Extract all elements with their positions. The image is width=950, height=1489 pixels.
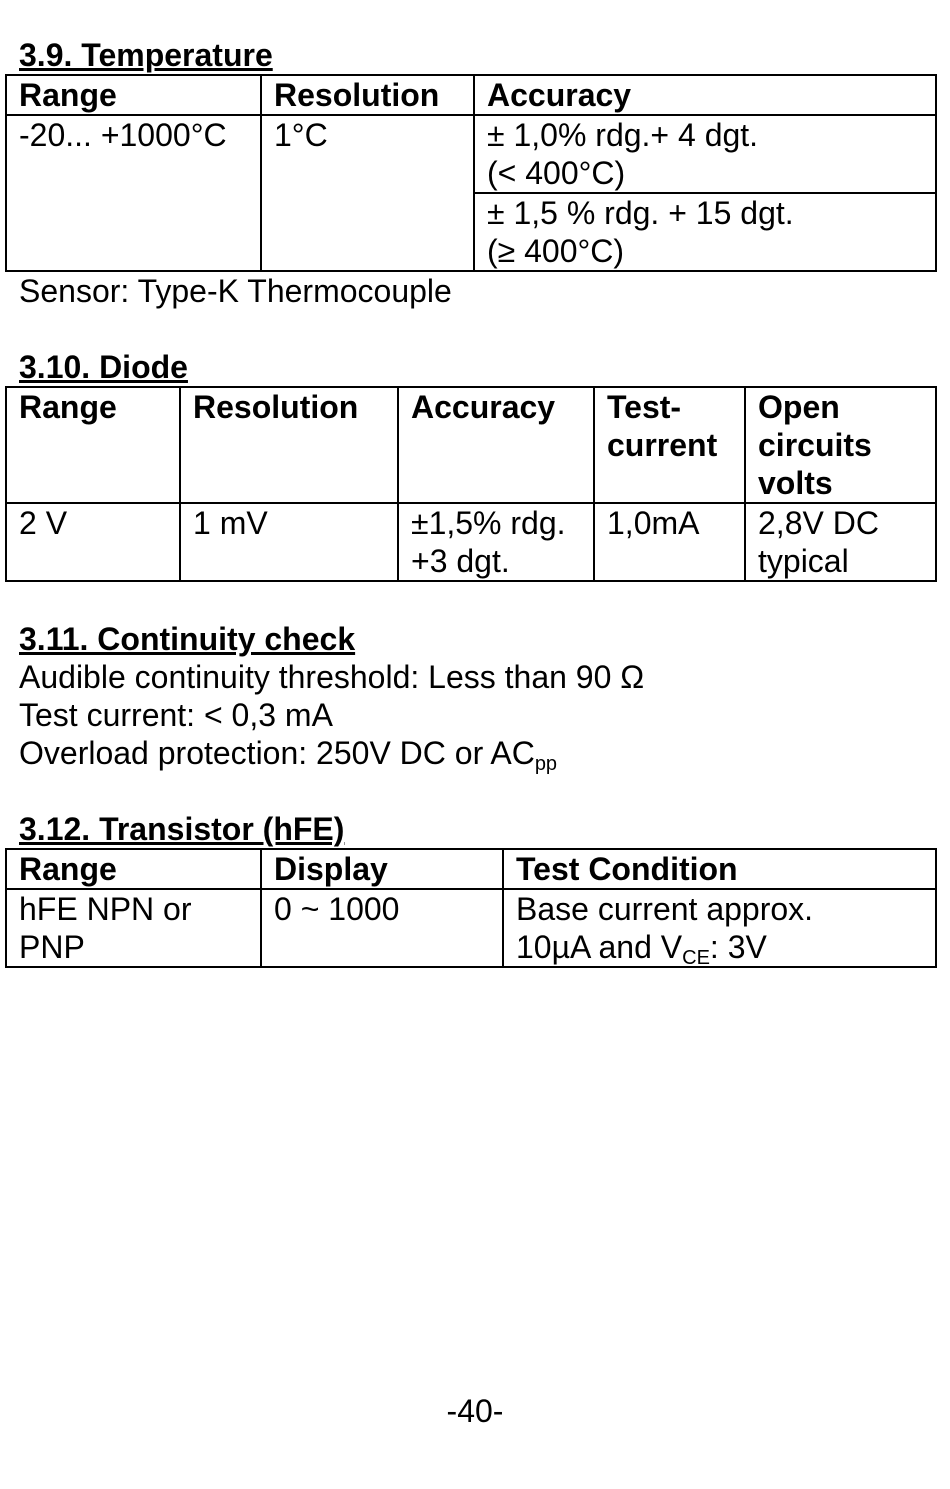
accuracy-line: +3 dgt. [411, 543, 510, 579]
condition-text: : 3V [709, 929, 767, 965]
overload-subscript: pp [534, 753, 558, 775]
table-row [6, 889, 936, 967]
header-range: Range [6, 849, 261, 889]
header-range: Range [6, 75, 261, 115]
manual-page [5, 36, 935, 968]
cell-range: -20... +1000°C [6, 115, 261, 271]
table-header-row [6, 387, 936, 503]
cell-test-current: 1,0mA [594, 503, 745, 581]
section-title-transistor: 3.12. Transistor (hFE) [19, 811, 345, 847]
cell-test-condition [503, 889, 936, 967]
cell-range [6, 889, 261, 967]
header-test-condition: Test Condition [503, 849, 936, 889]
temperature-table [5, 74, 937, 272]
section-title-diode: 3.10. Diode [19, 349, 188, 385]
cell-accuracy [398, 503, 594, 581]
header-test-current-line: Test- [607, 389, 682, 425]
open-volts-line: typical [758, 543, 849, 579]
accuracy-low-value: ± 1,0% rdg.+ 4 dgt. [487, 117, 759, 153]
condition-text: 10µA and V [516, 929, 683, 965]
cell-range: 2 V [6, 503, 180, 581]
condition-subscript: CE [682, 947, 710, 969]
header-test-current-line: current [607, 427, 718, 463]
header-open-line: circuits [758, 427, 872, 463]
condition-line: Base current approx. [516, 891, 814, 927]
header-open-line: volts [758, 465, 833, 501]
range-line: PNP [19, 929, 85, 965]
accuracy-line: ±1,5% rdg. [411, 505, 566, 541]
table-row [6, 115, 936, 193]
header-open-line: Open [758, 389, 840, 425]
sensor-note: Sensor: Type-K Thermocouple [19, 273, 452, 309]
cell-accuracy-low [474, 115, 936, 193]
header-accuracy: Accuracy [398, 387, 594, 503]
header-display: Display [261, 849, 503, 889]
page-number: -40- [446, 1393, 504, 1429]
header-open-circuit-volts [745, 387, 936, 503]
continuity-test-current: Test current: < 0,3 mA [19, 697, 333, 733]
header-accuracy: Accuracy [474, 75, 936, 115]
range-line: hFE NPN or [19, 891, 192, 927]
table-row [6, 503, 936, 581]
continuity-overload [19, 734, 935, 775]
section-title-continuity: 3.11. Continuity check [19, 621, 356, 657]
header-range: Range [6, 387, 180, 503]
section-title-temperature: 3.9. Temperature [19, 37, 273, 73]
accuracy-high-condition: (≥ 400°C) [487, 233, 625, 269]
cell-resolution: 1°C [261, 115, 474, 271]
cell-resolution: 1 mV [180, 503, 398, 581]
table-header-row [6, 75, 936, 115]
accuracy-high-value: ± 1,5 % rdg. + 15 dgt. [487, 195, 794, 231]
cell-accuracy-high [474, 193, 936, 271]
table-header-row [6, 849, 936, 889]
cell-display: 0 ~ 1000 [261, 889, 503, 967]
header-resolution: Resolution [261, 75, 474, 115]
overload-text: Overload protection: 250V DC or AC [19, 735, 535, 771]
condition-line [516, 928, 935, 969]
cell-open-circuit-volts [745, 503, 936, 581]
header-resolution: Resolution [180, 387, 398, 503]
continuity-threshold: Audible continuity threshold: Less than 90 Ω [19, 659, 645, 695]
accuracy-low-condition: (< 400°C) [487, 155, 626, 191]
transistor-table [5, 848, 937, 968]
header-test-current [594, 387, 745, 503]
open-volts-line: 2,8V DC [758, 505, 879, 541]
diode-table [5, 386, 937, 582]
